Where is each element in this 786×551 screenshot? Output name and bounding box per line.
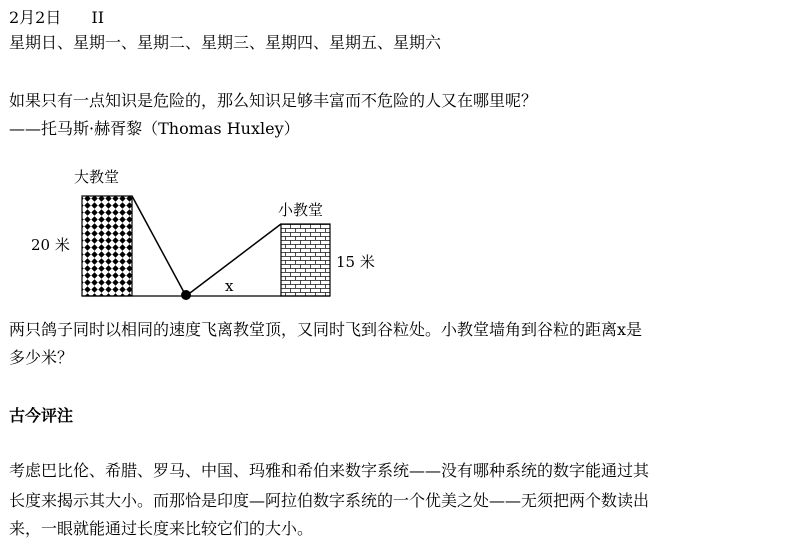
question-line-2: 多少米？ bbox=[9, 348, 74, 367]
roman-numeral: II bbox=[91, 8, 105, 27]
church-diagram bbox=[0, 160, 420, 310]
quote-text: 如果只有一点知识是危险的，那么知识足够丰富而不危险的人又在哪里呢？ bbox=[9, 91, 538, 110]
commentary-line-1: 考虑巴比伦、希腊、罗马、中国、玛雅和希伯来数字系统——没有哪种系统的数字能通过其 bbox=[9, 461, 650, 480]
small-church-building bbox=[281, 224, 330, 296]
distance-x-label: x bbox=[225, 277, 234, 295]
big-church-height: 20 米 bbox=[31, 236, 70, 254]
small-church-label: 小教堂 bbox=[278, 201, 324, 219]
big-church-label: 大教堂 bbox=[74, 168, 120, 186]
commentary-line-2: 长度来揭示其大小。而那恰是印度—阿拉伯数字系统的一个优美之处——无须把两个数读出 bbox=[9, 491, 650, 510]
question-line-1: 两只鸽子同时以相同的速度飞离教堂顶，又同时飞到谷粒处。小教堂墙角到谷粒的距离x是 bbox=[9, 320, 643, 339]
quote-attribution: ——托马斯·赫胥黎（Thomas Huxley） bbox=[9, 119, 300, 138]
small-church-height: 15 米 bbox=[336, 253, 375, 271]
commentary-title: 古今评注 bbox=[9, 406, 74, 425]
date-line bbox=[9, 5, 104, 28]
commentary-line-3: 来，一眼就能通过长度来比较它们的大小。 bbox=[9, 519, 314, 538]
small-pigeon-path bbox=[186, 224, 281, 296]
grain-dot bbox=[181, 290, 191, 300]
weekdays-line: 星期日、星期一、星期二、星期三、星期四、星期五、星期六 bbox=[9, 33, 442, 52]
big-pigeon-path bbox=[132, 196, 186, 296]
date-text: 2月2日 bbox=[9, 8, 62, 27]
big-church-building bbox=[82, 196, 132, 296]
